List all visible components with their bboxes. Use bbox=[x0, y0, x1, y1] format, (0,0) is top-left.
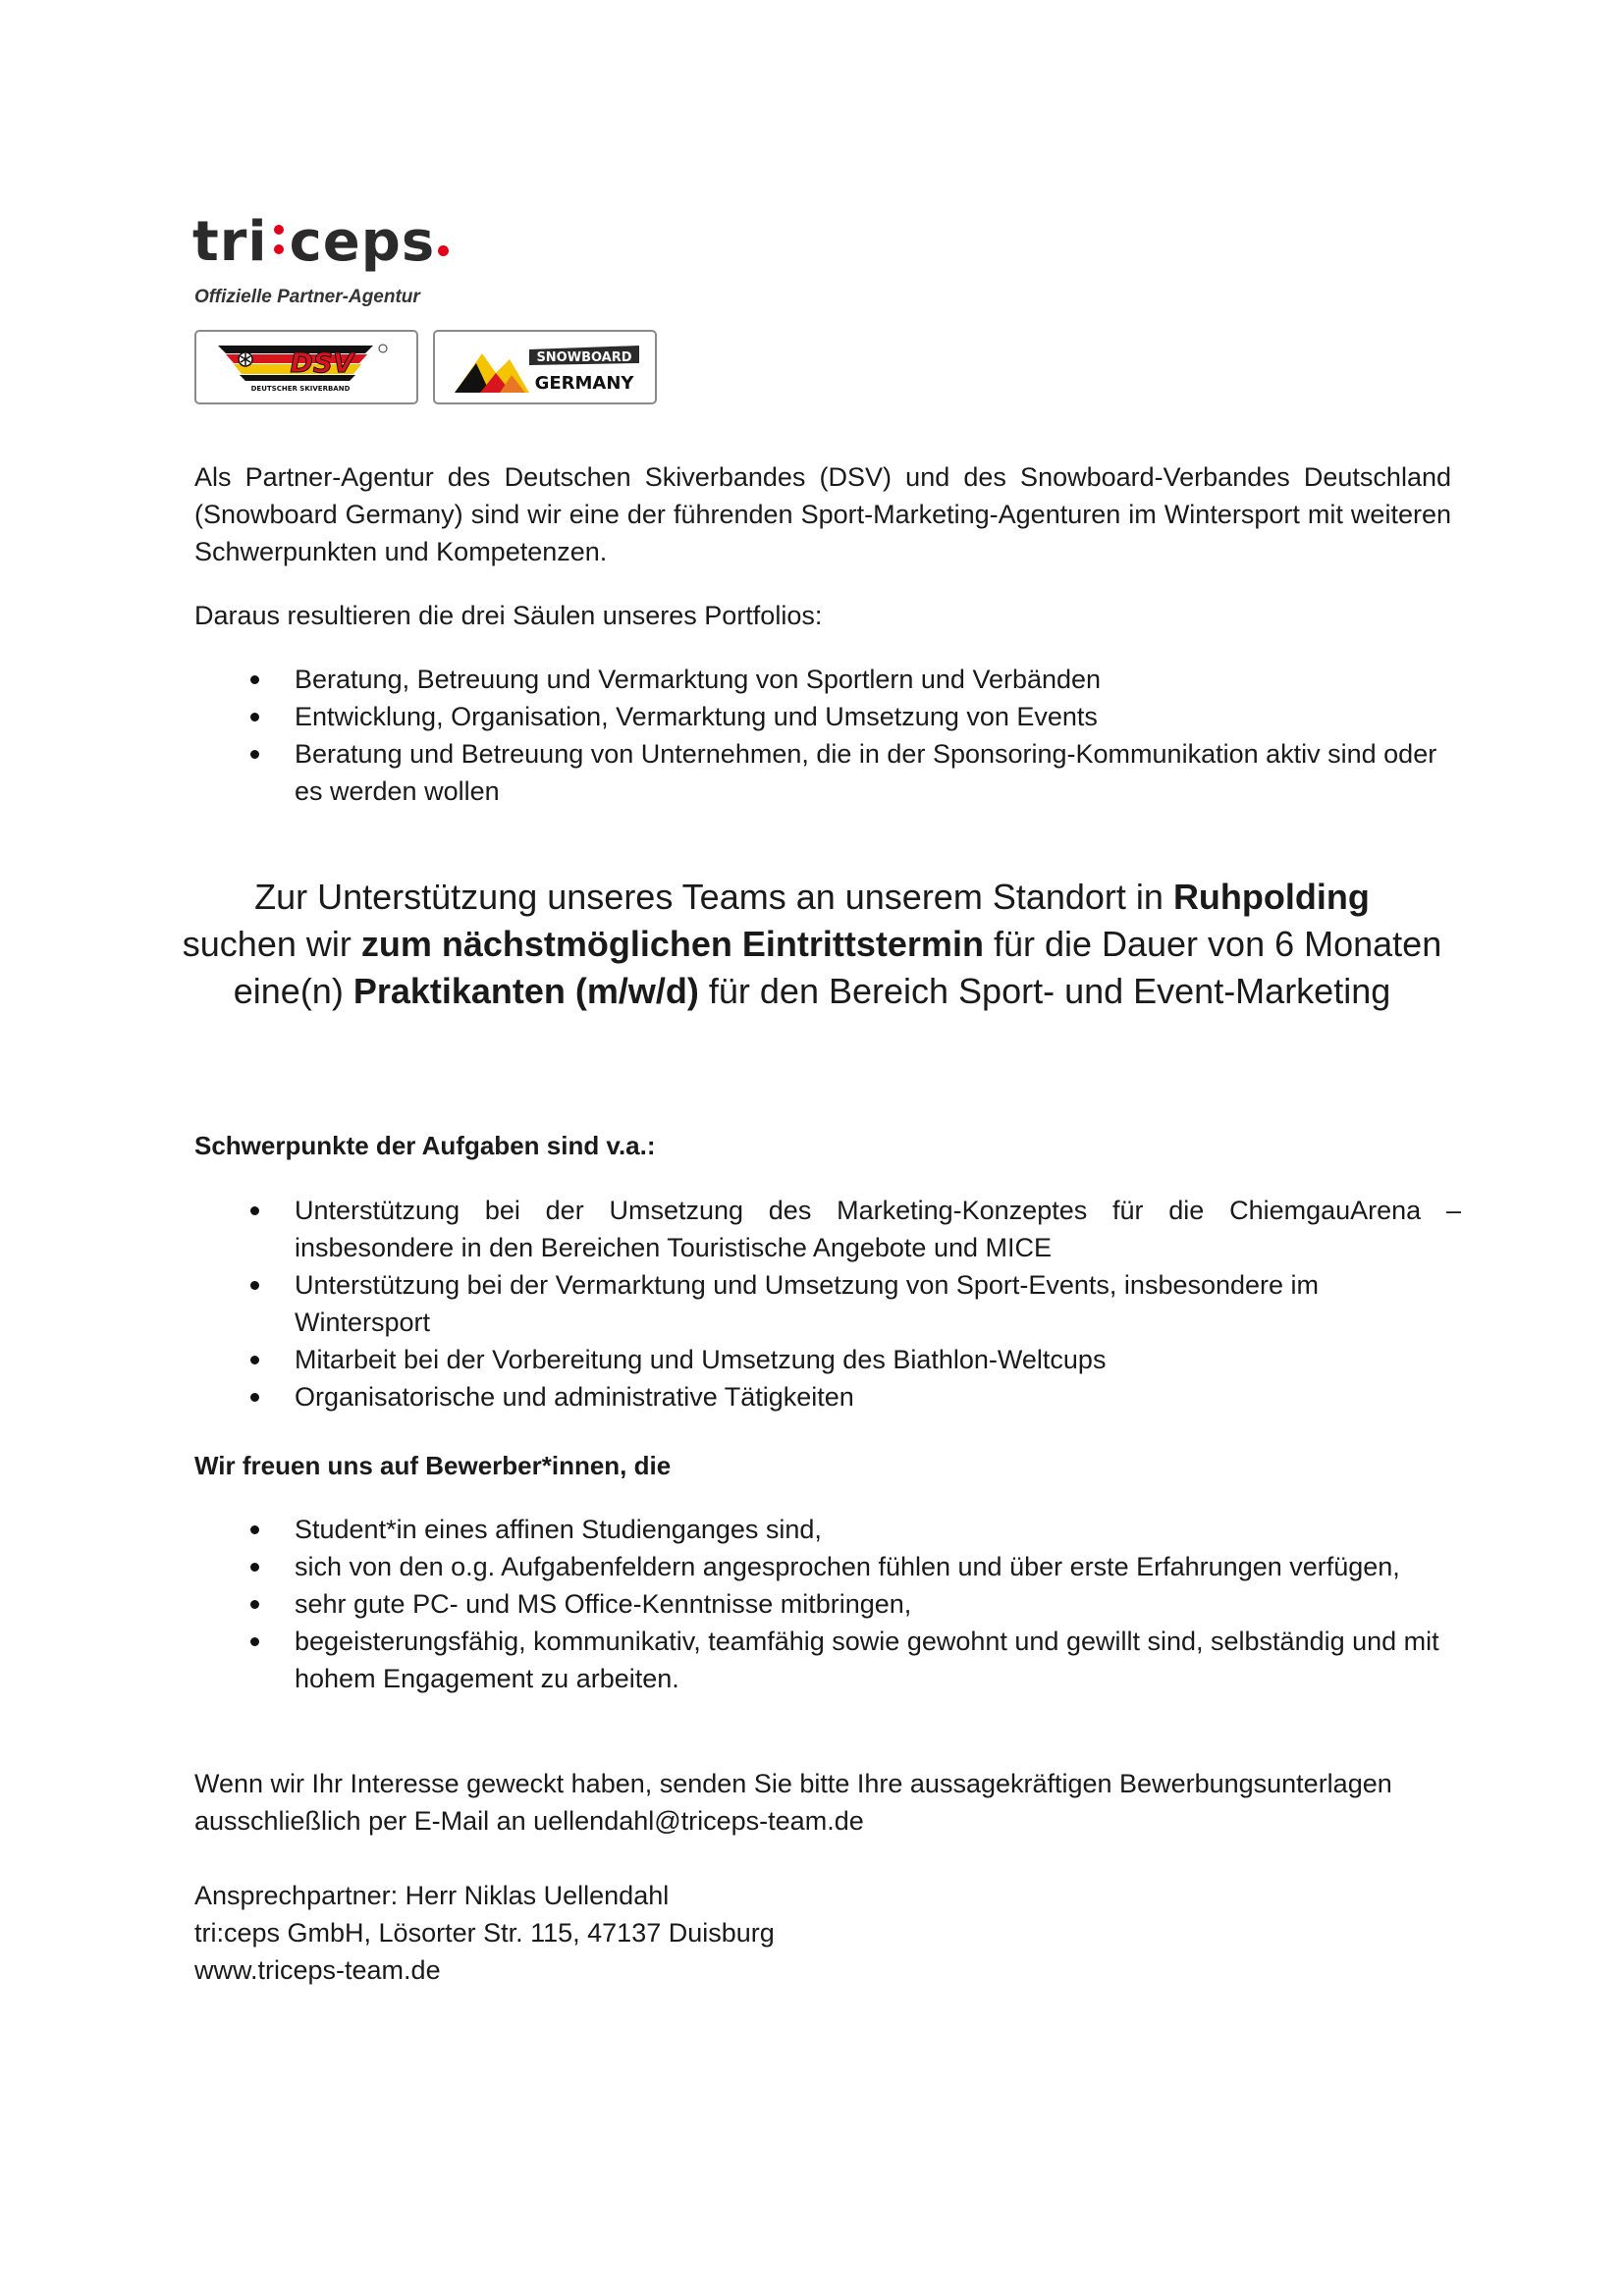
headline-text: suchen wir bbox=[182, 924, 361, 964]
list-item: Organisatorische und administrative Tätigkeiten bbox=[194, 1378, 1461, 1415]
job-headline bbox=[147, 874, 1477, 1015]
portfolio-list bbox=[194, 661, 1461, 810]
list-item: Unterstützung bei der Vermarktung und Umsetzung von Sport-Events, insbesondere im Wintersport bbox=[194, 1266, 1461, 1341]
list-item: sich von den o.g. Aufgabenfeldern angesprochen fühlen und über erste Erfahrungen verfügen, bbox=[194, 1548, 1461, 1585]
logo-wordmark: tri ceps bbox=[192, 215, 449, 270]
list-item: Beratung, Betreuung und Vermarktung von Sportlern und Verbänden bbox=[194, 661, 1461, 698]
headline-start-date: zum nächstmöglichen Eintrittstermin bbox=[360, 924, 984, 964]
sbg-logo-line1: SNOWBOARD bbox=[536, 350, 632, 365]
closing-paragraph: Wenn wir Ihr Interesse geweckt haben, senden Sie bitte Ihre aussagekräftigen Bewerbungsunterlagen ausschließlich per E-Mail an uellendahl@triceps-team.de bbox=[194, 1769, 1392, 1836]
list-item: begeisterungsfähig, kommunikativ, teamfähig sowie gewohnt und gewillt sind, selbständig und mit hohem Engagement zu arbeiten. bbox=[194, 1623, 1461, 1697]
headline-line-2 bbox=[147, 921, 1477, 968]
tasks-list bbox=[194, 1192, 1461, 1415]
headline-line-3 bbox=[147, 968, 1477, 1015]
sbg-logo-line2: GERMANY bbox=[534, 373, 634, 394]
headline-text: eine(n) bbox=[233, 971, 353, 1011]
list-item: Mitarbeit bei der Vorbereitung und Umsetzung des Biathlon-Weltcups bbox=[194, 1341, 1461, 1378]
partner-caption: Offizielle Partner-Agentur bbox=[194, 287, 420, 307]
headline-text: für den Bereich Sport- und Event-Marketing bbox=[698, 971, 1391, 1011]
list-item: sehr gute PC- und MS Office-Kenntnisse mitbringen, bbox=[194, 1585, 1461, 1623]
contact-person: Ansprechpartner: Herr Niklas Uellendahl bbox=[194, 1881, 670, 1910]
headline-text: Zur Unterstützung unseres Teams an unserem Standort in bbox=[254, 877, 1173, 917]
list-item: Unterstützung bei der Umsetzung des Marketing-Konzeptes für die ChiemgauArena – insbesondere in den Bereichen Touristische Angebote und MICE bbox=[194, 1192, 1461, 1266]
triceps-logo bbox=[192, 201, 449, 274]
headline-location: Ruhpolding bbox=[1172, 877, 1370, 917]
contact-block bbox=[194, 1877, 775, 1989]
dsv-logo-subtext: DEUTSCHER SKIVERBAND bbox=[250, 385, 351, 393]
list-item: Student*in eines affinen Studienganges sind, bbox=[194, 1511, 1461, 1548]
dsv-logo-letters: DSV bbox=[290, 347, 354, 379]
list-item: Beratung und Betreuung von Unternehmen, die in der Sponsoring-Kommunikation aktiv sind oder es werden wollen bbox=[194, 735, 1461, 810]
contact-website: www.triceps-team.de bbox=[194, 1955, 441, 1985]
snowboard-germany-logo-badge bbox=[433, 330, 657, 404]
applicants-heading: Wir freuen uns auf Bewerber*innen, die bbox=[194, 1451, 672, 1480]
headline-line-1 bbox=[147, 874, 1477, 921]
dsv-logo-icon bbox=[196, 332, 416, 402]
logo-dot-mark bbox=[438, 245, 449, 256]
snowboard-germany-logo-icon bbox=[435, 332, 655, 402]
applicants-list bbox=[194, 1511, 1461, 1697]
dsv-snowflake-icon bbox=[239, 352, 252, 366]
portfolio-intro: Daraus resultieren die drei Säulen unseres Portfolios: bbox=[194, 601, 823, 630]
logo-colon-mark bbox=[272, 215, 286, 260]
headline-position: Praktikanten (m/w/d) bbox=[352, 971, 699, 1011]
intro-paragraph: Als Partner-Agentur des Deutschen Skiverbandes (DSV) und des Snowboard-Verbandes Deutschland (Snowboard Germany) sind wir eine der führenden Sport-Marketing-Agenturen im Wintersport mit weiteren Schwerpunkten und Kompetenzen. bbox=[194, 462, 1451, 566]
headline-text: für die Dauer von 6 Monaten bbox=[983, 924, 1442, 964]
list-item: Entwicklung, Organisation, Vermarktung und Umsetzung von Events bbox=[194, 698, 1461, 735]
contact-address: tri:ceps GmbH, Lösorter Str. 115, 47137 Duisburg bbox=[194, 1918, 775, 1948]
dsv-logo-badge bbox=[194, 330, 418, 404]
tasks-heading: Schwerpunkte der Aufgaben sind v.a.: bbox=[194, 1131, 656, 1160]
